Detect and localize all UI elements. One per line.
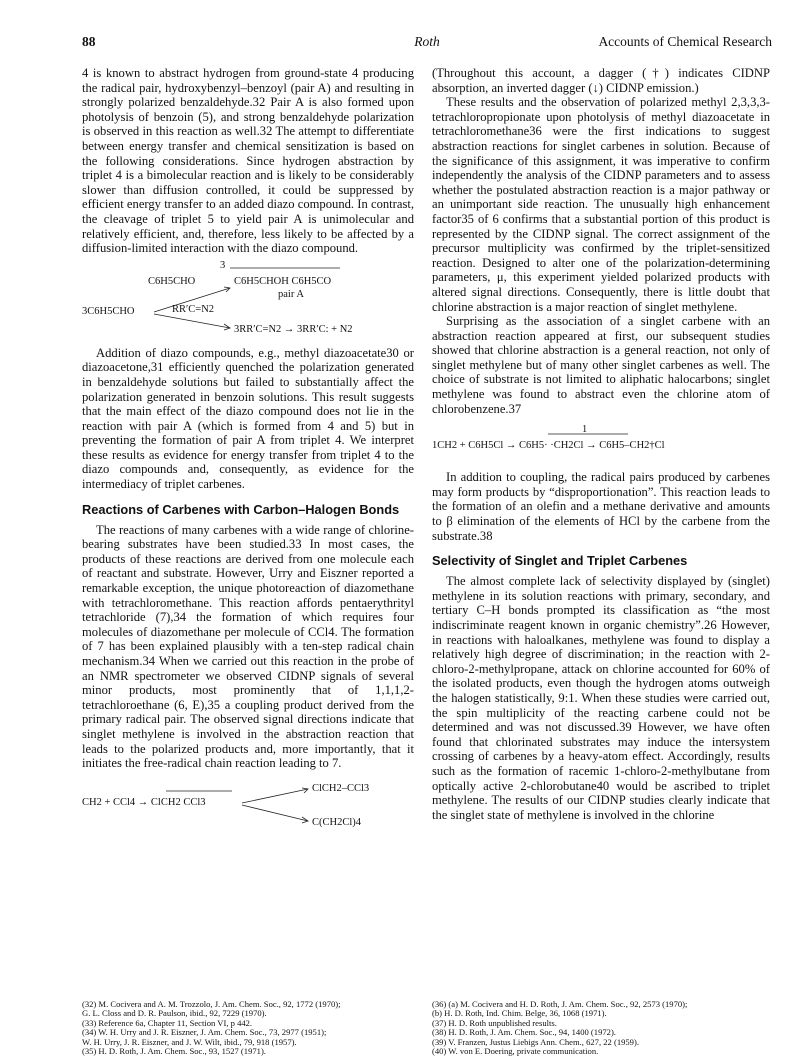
page-number: 88 <box>82 34 96 49</box>
footnote: (37) H. D. Roth unpublished results. <box>432 1017 557 1028</box>
triplet-reactant-label: 3C6H5CHO <box>82 305 135 317</box>
footnote: (33) Reference 6a, Chapter 11, Section VI, p 442. <box>82 1017 253 1028</box>
chain-product: C(CH2Cl)4 <box>312 816 362 828</box>
paragraph: These results and the observation of polarized methyl 2,3,3,3-tetrachloropropionate upon photolysis of methyl diazoacetate in tetrachloromethane36 were the first indications to suggest abstraction reactions for singlet carbenes in solution. Because of the significance of this assignment, it was imperative to confirm independently the analysis of the CIDNP parameters and to assess whether the postulated abstraction reaction is a major pathway or an unimportant side reaction. The unusually high enhancement factor35 of 6 confirms that a substantial portion of this product is represented by the CIDNP signal. The correct assignment of the precursor multiplicity was confirmed by the triplet-sensitized reaction. Designed to alter one of the polarization-determining parameters, μ, this experiment yielded polarized products with altered signal directions. Consequently, there is little doubt that chlorine abstraction is a major reaction of singlet methylene. <box>432 95 770 314</box>
reagent-label: RR′C=N2 <box>172 303 215 315</box>
scheme-chlorobenzene <box>432 422 770 460</box>
footnotes-right <box>432 1000 770 1057</box>
paragraph: The almost complete lack of selectivity displayed by (singlet) methylene in its solution reactions with primary, secondary, and tertiary C–H bonds prompted its classification as “the most indiscriminate reagent known in organic chemistry”.26 However, in reactions with haloalkanes, methylene was found to display a relatively high degree of discrimination; in the reaction with 2-chloro-2-methylpropane, attack on chlorine accounted for 60% of the isolated products, even though the hydrogen atoms outweigh the halogen statistically, 9:1. When these studies were carried out, the spin multiplicity of the reacting carbene could not be determined and was not discussed.39 However, we have often found that chlorinated substrates may induce the intersystem crossing of carbenes by a heavy-atom effect. Accordingly, results such as the formation of racemic 1-chloro-2-methylbutane from optically active 2-chlorobutane40 would be ascribed to triplet methylene. The results of our CIDNP studies clearly indicate that the singlet state of methylene is involved in the chlorine <box>432 574 770 822</box>
product-label: 3RR′C=N2 → 3RR′C: + N2 <box>234 323 353 335</box>
multiplicity-label: 3 <box>220 259 226 271</box>
footnote: (34) W. H. Urry and J. R. Eiszner, J. Am. Chem. Soc., 73, 2977 (1951); <box>82 1027 327 1038</box>
scheme-diazomethane <box>82 777 414 833</box>
journal-name: Accounts of Chemical Research <box>598 34 772 49</box>
footnote: (32) M. Cocivera and A. M. Trozzolo, J. Am. Chem. Soc., 92, 1772 (1970); <box>82 999 341 1009</box>
running-title: Roth <box>414 34 440 49</box>
section-heading: Selectivity of Singlet and Triplet Carbenes <box>432 553 688 569</box>
radical-pair-label: C6H5CHOH C6H5CO <box>234 275 332 287</box>
paragraph: 4 is known to abstract hydrogen from ground-state 4 producing the radical pair, hydroxybenzyl–benzoyl (pair A) and resulting in strongly polarized benzaldehyde.32 Pair A is also formed upon photolysis of benzoin (5), and strong benzaldehyde polarization is observed in this reaction as well.32 The attempt to differentiate between energy transfer and chemical sensitization is based on the following considerations. Since hydrogen abstraction by triplet 4 is a bimolecular reaction and is likely to be considerably slower than diffusion controlled, it could be suppressed by efficient energy transfer to an added diazo compound. In contrast, the cleavage of triplet 5 to yield pair A is unimolecular and relatively efficient, and, therefore, less likely to be affected by a diffusion-limited interaction with the diazo compound. <box>82 66 414 256</box>
reaction-lhs: CH2 + CCl4 → ClCH2 CCl3 <box>82 796 206 808</box>
pair-a-label: pair A <box>278 288 304 300</box>
page-header <box>82 34 772 56</box>
reactant-label: C6H5CHO <box>148 275 196 287</box>
footnote: (38) H. D. Roth, J. Am. Chem. Soc., 94, 1400 (1972). <box>432 1027 616 1038</box>
reaction-equation: 1CH2 + C6H5Cl → C6H5· ·CH2Cl → C6H5–CH2†Cl <box>432 440 665 452</box>
footnote: (35) H. D. Roth, J. Am. Chem. Soc., 93, 1527 (1971). <box>82 1046 266 1057</box>
footnotes-left <box>82 1000 414 1057</box>
paragraph: The reactions of many carbenes with a wide range of chlorine-bearing substrates have been studied.33 In most cases, the products of these reactions are derived from one molecule each of reactant and substrate. However, Urry and Eiszner reported a remarkable exception, the unique photoreaction of diazomethane with tetrachloromethane. This reaction affords pentaerythrityl tetrachloride (7),34 the formation of which requires four molecules of diazomethane per molecule of CCl4. The formation of 7 has been explained plausibly with a ten-step radical chain mechanism.34 When we carried out this reaction in the probe of an NMR spectrometer we observed CIDNP signals of several minor products, most prominently that of 1,1,1,2-tetrachloroethane (6, E),35 a coupling product derived from the primary radical pair. The observed signal directions indicate that singlet methylene is involved in the abstraction reaction that leads to the polarized products and, more importantly, that it initiates the free-radical chain reaction leading to 7. <box>82 522 414 771</box>
paragraph: In addition to coupling, the radical pairs produced by carbenes may form products by “disproportionation”. This reaction leads to the formation of an olefin and a methane derivative and amounts to β elimination of the elements of HCl by the carbene from the substrate.38 <box>432 470 770 543</box>
left-column <box>82 66 414 843</box>
right-column <box>432 66 770 822</box>
footnote: (36) (a) M. Cocivera and H. D. Roth, J. Am. Chem. Soc., 92, 2573 (1970); <box>432 999 688 1009</box>
footnote: (b) H. D. Roth, Ind. Chim. Belge, 36, 1068 (1971). <box>432 1008 607 1019</box>
paragraph: Surprising as the association of a singlet carbene with an abstraction reaction appeared at first, our subsequent studies showed that chlorine abstraction is a general reaction, not only of singlet methylene but of many other singlet carbenes as well. The choice of substrate is not limited to aliphatic halocarbons; singlet methylene was found to abstract even the chlorine atom of chlorobenzene.37 <box>432 314 770 416</box>
scheme-benzaldehyde <box>82 259 414 336</box>
footnote: G. L. Closs and D. R. Paulson, ibid., 92, 7229 (1970). <box>82 1008 267 1019</box>
footnote: W. H. Urry, J. R. Eiszner, and J. W. Wilt, ibid., 79, 918 (1957). <box>82 1036 297 1047</box>
multiplicity-label: 1 <box>582 424 588 436</box>
coupling-product: ClCH2–CCl3 <box>312 782 370 794</box>
paragraph: Addition of diazo compounds, e.g., methyl diazoacetate30 or diazoacetone,31 efficiently quenched the polarization generated in benzaldehyde solutions but failed to substantially affect the polarization generated in benzoin solutions. This result suggests that the main effect of the diazo compound does not lie in the reaction with pair A (which is formed from 4 and 5) but in preventing the formation of pair A from triplet 4. We interpret these results as evidence for energy transfer from triplet 4 to the diazo compounds and, consequently, as evidence for the intermediacy of triplet carbenes. <box>82 345 414 492</box>
footnote: (40) W. von E. Doering, private communication. <box>432 1046 599 1057</box>
paragraph: (Throughout this account, a dagger (†) indicates CIDNP absorption, an inverted dagger (↓) CIDNP emission.) <box>432 66 770 95</box>
footnote: (39) V. Franzen, Justus Liebigs Ann. Chem., 627, 22 (1959). <box>432 1036 639 1047</box>
section-heading: Reactions of Carbenes with Carbon–Halogen Bonds <box>82 501 400 517</box>
